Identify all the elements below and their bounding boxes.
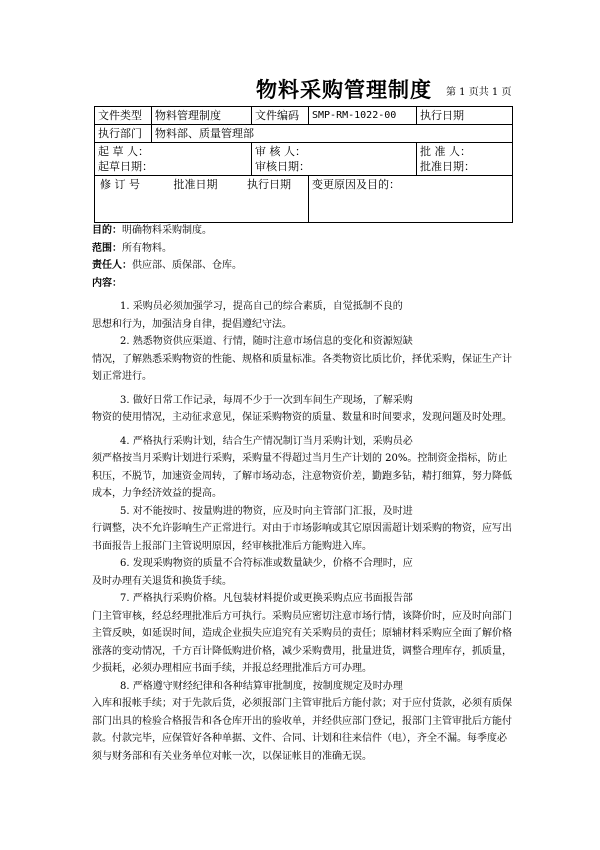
reviewer-cell — [252, 143, 417, 176]
clause-4-first: 4. 严格执行采购计划，结合生产情况制订当月采购计划，采购员必 — [120, 435, 413, 447]
clause-6-rest: 及时办理有关退货和换货手续。 — [92, 575, 232, 587]
scope-label: 范围： — [92, 242, 122, 254]
revision-approve-label: 批准日期 — [173, 178, 218, 191]
drafter-label: 起 草 人： — [98, 145, 149, 158]
reviewer-label: 审 核 人： — [255, 145, 306, 158]
approver-label: 批 准 人： — [420, 145, 471, 158]
revision-cell — [95, 176, 309, 223]
title-bar — [0, 74, 600, 102]
page-info: 第 1 页共 1 页 — [446, 87, 512, 98]
clause-3-first: 3. 做好日常工作记录，每周不少于一次到车间生产现场，了解采购 — [120, 394, 413, 406]
scope-text: 所有物料。 — [122, 242, 172, 254]
clause-7-first: 7. 严格执行采购价格。凡包装材料提价或更换采购点应书面报告部 — [120, 593, 413, 604]
document-body — [92, 222, 512, 765]
resp-line — [92, 257, 512, 275]
resp-label: 责任人： — [92, 260, 132, 271]
clause-8-rest: 入库和报帐手续；对于先款后货，必须报部门主管审批后方能付款；对于应付货款，必须有质保部门出具的检验合格报告和各仓库开出的验收单，并经供应部门登记，报部门主管审批后方能付款。付款完毕，应保管好各种单据、文件、合同、计划和往来信件（电），齐全不漏。每季度必须与财务部和有关业务单位对帐一次，以保证帐目的准确无误。 — [92, 698, 512, 762]
clause-2-rest: 情况，了解熟悉采购物资的性能、规格和质量标准。各类物资比质比价，择优采购，保证生产计划正常进行。 — [92, 353, 512, 382]
clause-3-rest: 物资的使用情况，主动征求意见，保证采购物资的质量、数量和时间要求，发现问题及时处理。 — [92, 412, 512, 423]
clause-1-rest: 思想和行为，加强洁身自律，提倡遵纪守法。 — [92, 318, 292, 330]
content-label: 内容： — [92, 277, 122, 289]
clause-5-first: 5. 对不能按时、按量购进的物资，应及时向主管部门汇报，及时进 — [120, 505, 413, 517]
file-type-label: 文件类型 — [95, 107, 152, 125]
approve-date-label: 批准日期： — [420, 160, 475, 173]
clause-6-first: 6. 发现采购物资的质量不合符标准或数量缺少，价格不合理时，应 — [120, 558, 413, 569]
clause-7-rest: 门主管审核，经总经理批准后方可执行。采购员应密切注意市场行情，该降价时，应及时向部门主管反映，如延误时间，造成企业损失应追究有关采购员的责任；原辅材料采购应全面了解价格涨落的变动情况，千方百计降低购进价格，减少采购费用，批量进货，调整合理库存，抓质量，少损耗，必须办理相应书面手续，并报总经理批准后方可办理。 — [92, 610, 512, 674]
approver-cell — [417, 143, 513, 176]
file-code-label: 文件编码 — [252, 107, 309, 125]
exec-dept-value: 物料部、质量管理部 — [152, 125, 513, 143]
clause-1-first: 1. 采购员必须加强学习，提高自己的综合素质，自觉抵制不良的 — [120, 301, 403, 312]
clause-2-first: 2. 熟悉物资供应渠道、行情，随时注意市场信息的变化和资源短缺 — [120, 336, 413, 347]
scope-line — [92, 240, 512, 258]
purpose-text: 明确物料采购制度。 — [122, 225, 212, 236]
clause-4-rest: 须严格按当月采购计划进行采购，采购量不得超过当月生产计划的 20%。控制资金指标，防止积压，不脱节，加速资金周转，了解市场动态，注意物资价差，勤跑多钻，精打细算，努力降低成本，力争经济效益的提高。 — [92, 453, 512, 499]
exec-dept-label: 执行部门 — [95, 125, 152, 143]
clause-5-rest: 行调整，决不允许影响生产正常进行。对由于市场影响或其它原因需超计划采购的物资，应写出书面报告上报部门主管说明原因，经审核批准后方能购进入库。 — [92, 523, 512, 552]
purpose-line — [92, 222, 512, 240]
clause-8-first: 8. 严格遵守财经纪律和各种结算审批制度，按制度规定及时办理 — [120, 680, 403, 692]
file-type-value: 物料管理制度 — [152, 107, 252, 125]
drafter-cell — [95, 143, 252, 176]
purpose-label: 目的： — [92, 225, 122, 236]
review-date-label: 审核日期： — [255, 160, 310, 173]
resp-text: 供应部、质保部、仓库。 — [132, 260, 242, 271]
revision-reason-label: 变更原因及目的： — [312, 178, 400, 191]
header-table — [94, 106, 513, 223]
exec-date-label: 执行日期 — [417, 107, 513, 125]
content-heading — [92, 275, 512, 293]
document-title: 物料采购管理制度 — [256, 77, 432, 102]
revision-reason-cell — [309, 176, 513, 223]
draft-date-label: 起草日期： — [98, 160, 153, 173]
file-code-value: SMP-RM-1022-00 — [309, 107, 417, 125]
revision-no-label: 修 订 号 — [100, 178, 140, 191]
revision-exec-label: 执行日期 — [247, 178, 291, 191]
